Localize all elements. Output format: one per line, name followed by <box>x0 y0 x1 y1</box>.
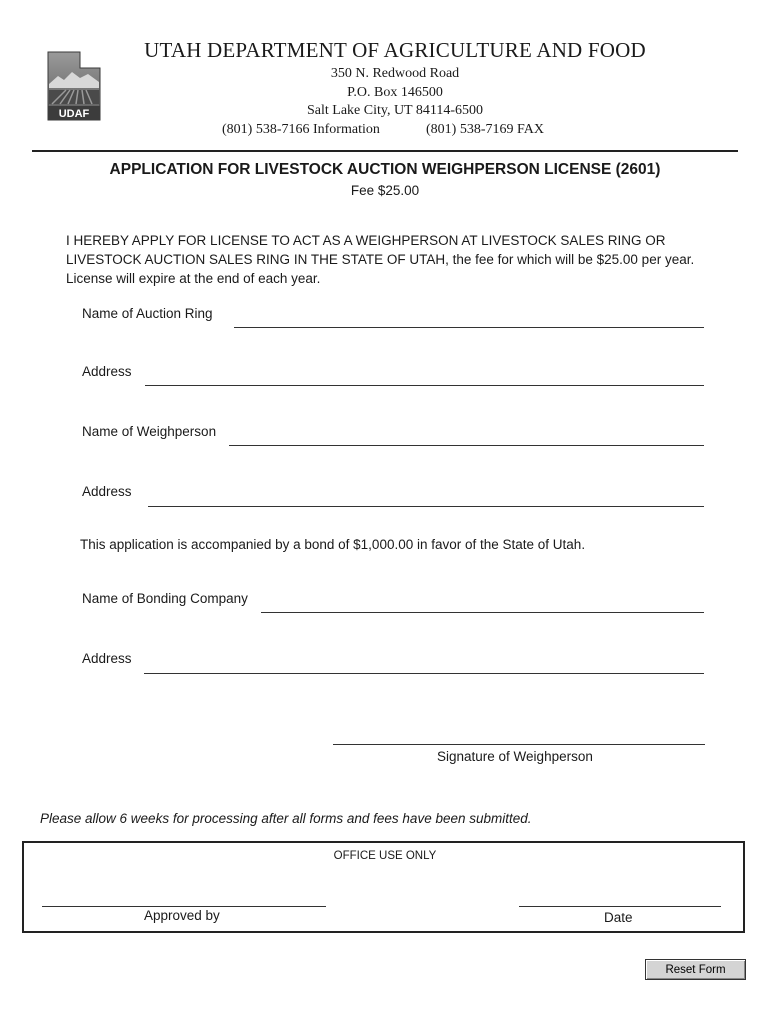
bond-statement: This application is accompanied by a bond of $1,000.00 in favor of the State of Utah. <box>80 537 586 552</box>
address-1-label: Address <box>82 364 132 379</box>
weighperson-field[interactable] <box>229 445 704 446</box>
address-2-label: Address <box>82 484 132 499</box>
office-use-title: OFFICE USE ONLY <box>333 850 437 862</box>
address-2-field[interactable] <box>148 506 704 507</box>
application-statement: I HEREBY APPLY FOR LICENSE TO ACT AS A WEIGHPERSON AT LIVESTOCK SALES RING OR LIVESTOCK AUCTION SALES RING IN THE STATE OF UTAH, the fee for which will be $25.00 per year. License will expire at the end of each year. <box>66 233 695 286</box>
signature-label: Signature of Weighperson <box>437 749 593 764</box>
bonding-company-label: Name of Bonding Company <box>82 591 248 606</box>
address-1-field[interactable] <box>145 385 704 386</box>
bonding-company-field[interactable] <box>261 612 704 613</box>
street-address: 350 N. Redwood Road <box>330 66 460 81</box>
po-box: P.O. Box 146500 <box>347 85 443 100</box>
reset-form-button[interactable]: Reset Form <box>645 959 746 980</box>
phone-information: (801) 538-7166 Information <box>222 122 380 137</box>
date-field[interactable] <box>519 906 721 907</box>
address-3-label: Address <box>82 651 132 666</box>
phone-fax: (801) 538-7169 FAX <box>426 122 544 137</box>
processing-note: Please allow 6 weeks for processing after all forms and fees have been submitted. <box>40 811 532 826</box>
header-divider <box>32 150 738 152</box>
logo-text: UDAF <box>58 108 90 120</box>
city-state-zip: Salt Lake City, UT 84114-6500 <box>306 103 484 118</box>
auction-ring-field[interactable] <box>234 327 704 328</box>
auction-ring-label: Name of Auction Ring <box>82 306 213 321</box>
department-title: UTAH DEPARTMENT OF AGRICULTURE AND FOOD <box>144 38 646 62</box>
signature-field[interactable] <box>333 744 705 745</box>
application-title: APPLICATION FOR LIVESTOCK AUCTION WEIGHPERSON LICENSE (2601) <box>109 161 661 178</box>
approved-by-field[interactable] <box>42 906 326 907</box>
weighperson-label: Name of Weighperson <box>82 424 217 439</box>
approved-by-label: Approved by <box>144 908 220 923</box>
address-3-field[interactable] <box>144 673 704 674</box>
date-label: Date <box>604 910 633 925</box>
fee-text: Fee $25.00 <box>350 183 420 198</box>
